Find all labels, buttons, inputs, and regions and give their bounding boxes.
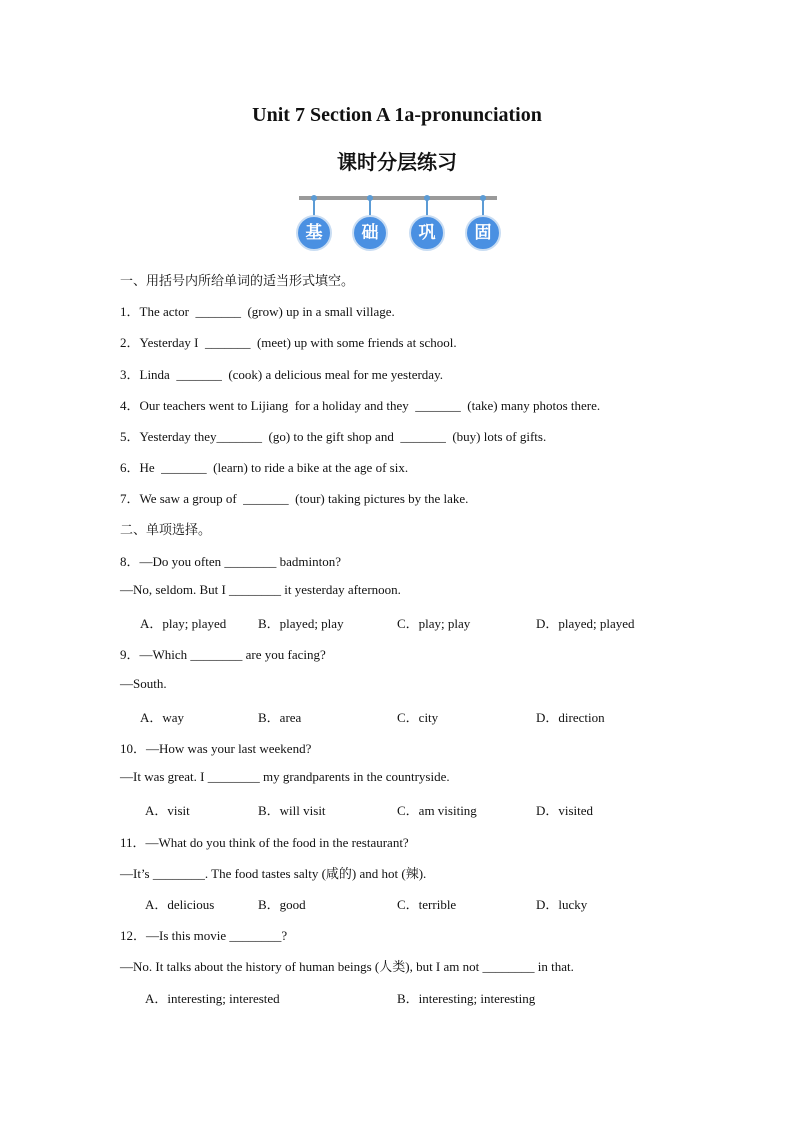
list-item: 3．Linda _______ (cook) a delicious meal for me yesterday. — [120, 367, 443, 382]
option-a: A．interesting; interested — [145, 991, 280, 1006]
option-c: C．play; play — [397, 616, 471, 631]
banner-badge-ji: 基 — [296, 215, 332, 251]
banner-badge-gong: 巩 — [409, 215, 445, 251]
section2-heading: 二、单项选择。 — [120, 523, 212, 538]
answer-8: —No, seldom. But I ________ it yesterday afternoon. — [120, 582, 401, 597]
option-a: A．play; played — [140, 616, 227, 631]
banner-connector — [369, 200, 371, 216]
option-c: C．city — [397, 710, 439, 725]
question-9: 9．—Which ________ are you facing? — [120, 647, 326, 662]
option-d: D．direction — [536, 710, 605, 725]
list-item: 1．The actor _______ (grow) up in a small village. — [120, 304, 395, 319]
answer-10: —It was great. I ________ my grandparents in the countryside. — [120, 769, 450, 784]
option-b: B．will visit — [258, 803, 326, 818]
option-b: B．interesting; interesting — [397, 991, 536, 1006]
answer-11: —It’s ________. The food tastes salty (咸的) and hot (辣). — [120, 866, 427, 881]
question-11: 11．—What do you think of the food in the restaurant? — [120, 835, 409, 850]
option-c: C．am visiting — [397, 803, 477, 818]
section1-heading: 一、用括号内所给单词的适当形式填空。 — [120, 274, 355, 289]
list-item: 4．Our teachers went to Lijiang for a holiday and they _______ (take) many photos there. — [120, 398, 601, 413]
option-d: D．lucky — [536, 897, 588, 912]
section-banner — [296, 193, 502, 253]
page-title: Unit 7 Section A 1a-pronunciation — [252, 104, 542, 126]
list-item: 2．Yesterday I _______ (meet) up with some friends at school. — [120, 335, 457, 350]
list-item: 7．We saw a group of _______ (tour) taking pictures by the lake. — [120, 491, 469, 506]
option-d: D．played; played — [536, 616, 635, 631]
option-a: A．way — [140, 710, 185, 725]
page-subtitle: 课时分层练习 — [337, 150, 457, 174]
question-8: 8．—Do you often ________ badminton? — [120, 554, 341, 569]
question-12: 12．—Is this movie ________? — [120, 928, 288, 943]
banner-connector — [482, 200, 484, 216]
banner-badge-chu: 础 — [352, 215, 388, 251]
banner-connector — [313, 200, 315, 216]
option-a: A．visit — [145, 803, 190, 818]
question-10: 10．—How was your last weekend? — [120, 741, 312, 756]
list-item: 6．He _______ (learn) to ride a bike at the age of six. — [120, 460, 409, 475]
banner-connector — [426, 200, 428, 216]
banner-rail — [299, 196, 497, 200]
option-d: D．visited — [536, 803, 594, 818]
list-item: 5．Yesterday they_______ (go) to the gift shop and _______ (buy) lots of gifts. — [120, 429, 547, 444]
option-b: B．area — [258, 710, 302, 725]
option-c: C．terrible — [397, 897, 457, 912]
answer-12: —No. It talks about the history of human beings (人类), but I am not ________ in that. — [120, 959, 574, 974]
option-a: A．delicious — [145, 897, 215, 912]
option-b: B．played; play — [258, 616, 344, 631]
option-b: B．good — [258, 897, 306, 912]
answer-9: —South. — [120, 676, 167, 691]
banner-badge-gu: 固 — [465, 215, 501, 251]
